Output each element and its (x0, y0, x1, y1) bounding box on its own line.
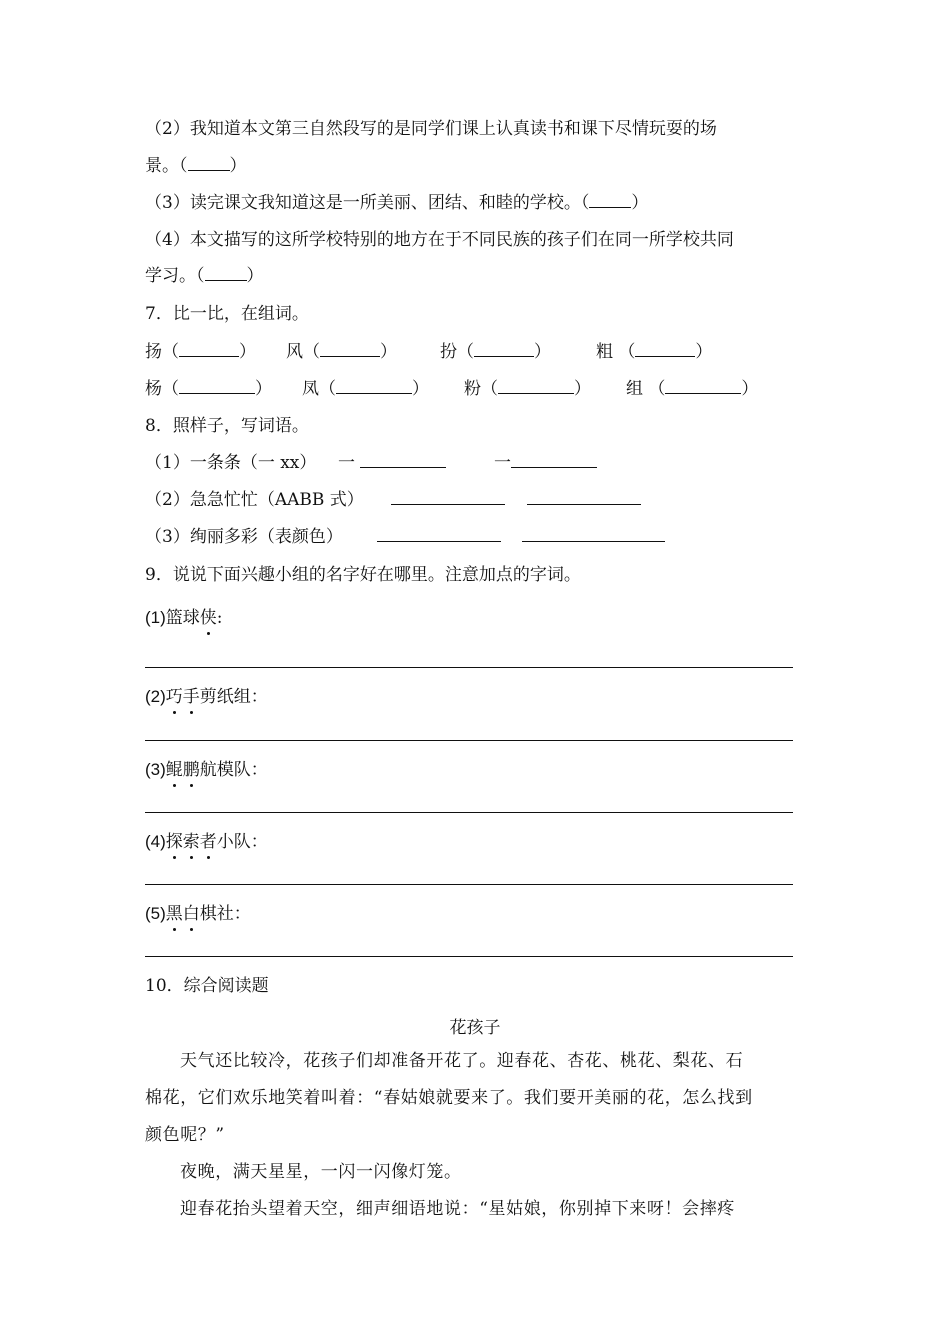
q6-item2-line1 (145, 118, 717, 140)
q8-blank[interactable] (391, 489, 505, 505)
close-paren: ） (534, 342, 551, 362)
q8-blank[interactable] (522, 526, 665, 542)
q8-prefix: 一 (338, 453, 355, 473)
emphasis-dot-char: 鲲 (165, 760, 183, 780)
q9-group-3 (145, 759, 268, 781)
q9-group-name: 巧手剪纸组 (165, 687, 251, 707)
q6-item2-text2: 景。（ (145, 156, 188, 176)
q9-group-4 (145, 831, 268, 853)
q7-char: 粉（ (464, 379, 498, 399)
q10-title-text: 10．综合阅读题 (145, 976, 269, 996)
q6-item4-line2 (145, 265, 264, 287)
q7-row2 (145, 378, 795, 400)
q9-group-5 (145, 903, 251, 925)
q7-blank[interactable] (665, 378, 741, 394)
q9-answer-line-3[interactable] (145, 812, 793, 813)
q6-item4-blank[interactable] (205, 265, 247, 281)
q9-colon: ： (250, 832, 268, 852)
q8-item1 (145, 452, 795, 474)
q9-group-name: 鲲鹏航模队 (165, 760, 251, 780)
q9-group-name: 探索者小队 (165, 832, 251, 852)
q7-row2-cell1 (145, 378, 272, 400)
q7-blank[interactable] (336, 378, 412, 394)
q6-item3-text: （3）读完课文我知道这是一所美丽、团结、和睦的学校。（ (145, 193, 590, 213)
story-title: 花孩子 (449, 1018, 501, 1038)
q9-group-num: (1) (145, 608, 166, 627)
q8-item3-blank-a (377, 526, 501, 548)
q7-row1-cell2 (286, 341, 397, 363)
q6-item2-line2 (145, 155, 247, 177)
q8-item1-text: （1）一条条（一 xx） (145, 453, 317, 473)
q8-blank[interactable] (511, 452, 597, 468)
q7-blank[interactable] (320, 341, 380, 357)
story-p2: 夜晚，满天星星，一闪一闪像灯笼。 (180, 1162, 462, 1182)
q7-char: 扬（ (145, 342, 179, 362)
q9-colon: : (216, 608, 223, 628)
q8-item2-blank-b (527, 489, 641, 511)
q9-group-num: (3) (145, 760, 166, 779)
q7-blank[interactable] (635, 341, 695, 357)
q7-blank[interactable] (498, 378, 574, 394)
emphasis-dot-char: 黑 (165, 904, 183, 924)
q7-char: 粗 （ (596, 342, 636, 362)
q7-row2-cell4 (626, 378, 758, 400)
q7-row2-cell3 (464, 378, 591, 400)
q9-title-text: 9．说说下面兴趣小组的名字好在哪里。注意加点的字词。 (145, 565, 581, 585)
q6-item2-blank[interactable] (188, 155, 230, 171)
emphasis-dot-char: 侠 (199, 608, 217, 628)
q9-answer-line-5[interactable] (145, 956, 793, 957)
q9-answer-line-1[interactable] (145, 667, 793, 668)
q8-item1-answer-b (494, 452, 597, 474)
q9-answer-line-2[interactable] (145, 740, 793, 741)
q9-answer-line-4[interactable] (145, 884, 793, 885)
q7-blank[interactable] (179, 341, 239, 357)
close-paren: ） (380, 342, 397, 362)
q7-title (145, 303, 309, 325)
q8-title (145, 415, 309, 437)
story-p1-line2: 棉花，它们欢乐地笑着叫着：“春姑娘就要来了。我们要开美丽的花，怎么找到 (145, 1088, 753, 1108)
emphasis-dot-char: 探 (165, 832, 183, 852)
q7-blank[interactable] (179, 378, 255, 394)
q6-item4-text: （4）本文描写的这所学校特别的地方在于不同民族的孩子们在同一所学校共同 (145, 230, 734, 250)
q8-blank[interactable] (527, 489, 641, 505)
q8-blank[interactable] (377, 526, 501, 542)
close-paren: ） (574, 379, 591, 399)
q9-colon: ： (250, 687, 268, 707)
q6-item2-text: （2）我知道本文第三自然段写的是同学们课上认真读书和课下尽情玩耍的场 (145, 119, 717, 139)
q9-title (145, 564, 581, 586)
q7-char: 组 （ (626, 379, 666, 399)
q7-title-text: 7．比一比，在组词。 (145, 304, 309, 324)
q9-group-num: (2) (145, 687, 166, 706)
q7-row1-cell4 (596, 341, 712, 363)
close-paren: ） (695, 342, 713, 362)
q8-item2 (145, 489, 795, 511)
story-p1-line1: 天气还比较冷，花孩子们却准备开花了。迎春花、杏花、桃花、梨花、石 (180, 1051, 744, 1071)
q8-blank[interactable] (360, 452, 446, 468)
q7-row1-cell1 (145, 341, 256, 363)
q8-item2-blank-a (391, 489, 505, 511)
close-paren: ） (741, 379, 759, 399)
q9-group-name: 篮球侠 (165, 608, 217, 628)
q7-char: 杨（ (145, 379, 179, 399)
q9-colon: ： (250, 760, 268, 780)
emphasis-dot-char: 白 (182, 904, 200, 924)
q7-row2-cell2 (302, 378, 429, 400)
emphasis-dot-char: 手 (182, 687, 200, 707)
q8-item3-blank-b (522, 526, 665, 548)
emphasis-dot-char: 巧 (165, 687, 183, 707)
emphasis-dot-char: 索 (182, 832, 200, 852)
q6-item3-blank[interactable] (589, 192, 631, 208)
q9-colon: ： (233, 904, 251, 924)
q6-item4-line1 (145, 229, 734, 251)
q7-char: 扮（ (440, 342, 474, 362)
q7-row1 (145, 341, 795, 363)
q7-char: 凤（ (302, 379, 336, 399)
close-paren: ） (412, 379, 429, 399)
close-paren: ） (255, 379, 272, 399)
q6-item4-text2: 学习。（ (145, 266, 205, 286)
q9-group-num: (5) (145, 904, 166, 923)
story-p1-line3: 颜色呢？” (145, 1125, 225, 1145)
q8-prefix: 一 (494, 453, 511, 473)
q7-row1-cell3 (440, 341, 551, 363)
close-paren: ） (631, 193, 649, 213)
close-paren: ） (246, 266, 264, 286)
emphasis-dot-char: 鹏 (182, 760, 200, 780)
q9-group-2 (145, 686, 268, 708)
q9-group-1 (145, 607, 223, 629)
q8-item1-answer-a (338, 452, 446, 474)
q8-title-text: 8．照样子，写词语。 (145, 416, 309, 436)
q9-group-name: 黑白棋社 (165, 904, 234, 924)
emphasis-dot-char: 者 (199, 832, 217, 852)
close-paren: ） (229, 156, 247, 176)
q9-group-num: (4) (145, 832, 166, 851)
q8-item3-text: （3）绚丽多彩（表颜色） (145, 527, 343, 547)
close-paren: ） (239, 342, 256, 362)
story-p3: 迎春花抬头望着天空，细声细语地说：“星姑娘，你别掉下来呀！会摔疼 (180, 1199, 735, 1219)
q8-item3 (145, 526, 795, 548)
q7-char: 风（ (286, 342, 320, 362)
q10-title (145, 975, 269, 997)
q7-blank[interactable] (474, 341, 534, 357)
q6-item3 (145, 192, 648, 214)
q8-item2-text: （2）急急忙忙（AABB 式） (145, 490, 364, 510)
